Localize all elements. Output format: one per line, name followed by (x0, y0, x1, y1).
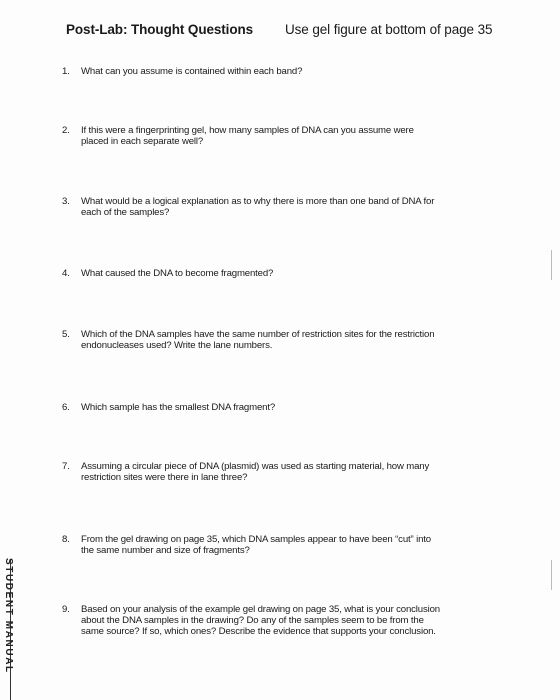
question-number: 4. (62, 268, 70, 279)
question-text: What would be a logical explanation as to why there is more than one band of DNA for each of the samples? (81, 196, 435, 218)
question-9 (62, 604, 502, 637)
question-7 (62, 461, 502, 483)
question-number: 7. (62, 461, 70, 472)
question-4 (62, 268, 502, 279)
page-subtitle: Use gel figure at bottom of page 35 (285, 22, 493, 37)
question-text: If this were a fingerprinting gel, how many samples of DNA can you assume were placed in each separate well? (81, 125, 414, 147)
question-number: 8. (62, 534, 70, 545)
question-text: Which of the DNA samples have the same number of restriction sites for the restriction endonucleases used? Write the lane numbers. (81, 329, 435, 351)
question-number: 9. (62, 604, 70, 615)
question-6 (62, 402, 502, 413)
question-8 (62, 534, 502, 556)
student-manual-tab (0, 558, 14, 700)
question-text: From the gel drawing on page 35, which DNA samples appear to have been “cut” into the same number and size of fragments? (81, 534, 431, 556)
page-title: Post-Lab: Thought Questions (66, 22, 254, 37)
side-tab-label: STUDENT MANUAL (3, 558, 14, 674)
question-text: Based on your analysis of the example gel drawing on page 35, what is your conclusion about the DNA samples in the drawing? Do any of the samples seem to be from the same source? If so, which ones? Describe the evidence that supports your conclusion. (81, 604, 440, 637)
question-2 (62, 125, 502, 147)
question-1 (62, 66, 502, 77)
question-text: What can you assume is contained within each band? (81, 66, 303, 77)
question-3 (62, 196, 502, 218)
page-header (66, 22, 506, 42)
question-text: Which sample has the smallest DNA fragment? (81, 402, 276, 413)
question-number: 3. (62, 196, 70, 207)
question-number: 6. (62, 402, 70, 413)
question-number: 2. (62, 125, 70, 136)
question-number: 1. (62, 66, 70, 77)
scan-edge-mark (551, 560, 552, 590)
question-text: Assuming a circular piece of DNA (plasmid) was used as starting material, how many restriction sites were there in lane three? (81, 461, 430, 483)
question-text: What caused the DNA to become fragmented? (81, 268, 274, 279)
question-number: 5. (62, 329, 70, 340)
question-5 (62, 329, 502, 351)
scan-edge-mark (551, 250, 552, 280)
